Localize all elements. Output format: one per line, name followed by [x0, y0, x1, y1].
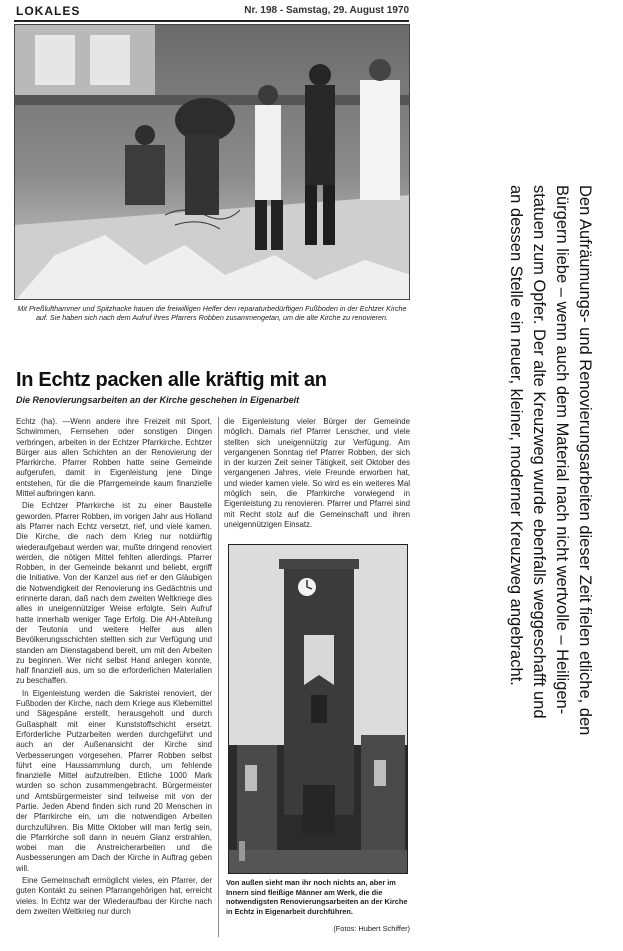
- article-paragraph: In Eigenleistung werden die Sakristei renoviert, der Fußboden der Kirche, nach dem Kriege aus Klebemittel und Sägespäne erstellt, herausgeholt und durch Gußasphalt mit einer Kunststoffschicht ersetzt. Erforderliche Putzarbeiten werden durchgeführt und auch an der Außenansicht der Kirche sind Verbesserungen vorgesehen. Pfarrer Robben selbst führt eine Haussammlung durch, um fehlende finanzielle Mittel aufzutreiben. Etliche 1000 Mark wurden so schon zusammengebracht. Bürgermeister und Amtsbürgermeister sind teilweise mit von der Partie. Jeden Abend finden sich rund 20 Menschen in der Pfarrkirche ein, um die notwendigen Arbeiten durchzuführen. Bis Mitte Oktober will man fertig sein, die Pfarrkirche soll dann in neuem Glanz erstrahlen, wobei man die Anstreicherarbeiten und die Ausbesserungen am Dach der Kirche in Auftrag geben will.: [16, 688, 212, 873]
- article-column-2: die Eigenleistung vieler Bürger der Gemeinde möglich. Damals rief Pfarrer Lenscher, und viele stellten sich uneigennützig zur Verfügung. Am vergangenen Sonntag rief Pfarrer Robben, der sich in der kurzen Zeit seiner Tätigkeit, seit Oktober des vergangenen Jahres, viele Freunde erworben hat, und wieder kamen viele. So wird es ein weiteres Mal möglich sein, die Pfarrkirche vorwiegend in Eigenleistung zu renovieren. Pfarrer und Pfarrei sind mit Recht stolz auf die Gemeinschaft und ihren uneigennützigen Einsatz.: [224, 417, 410, 529]
- margin-note-line: an dessen Stelle ein neuer, kleiner, moderner Kreuzweg angebracht.: [507, 185, 525, 686]
- photo1-caption: Mit Preßlufthammer und Spitzhacke hauen die freiwilligen Helfer den reparaturbedürftigen Fußboden in der Echtzer Kirche auf. Sie haben sich nach dem Aufruf ihres Pfarrers Robben zusammengetan, um die alte Kirche zu renovieren.: [17, 304, 407, 322]
- newspaper-masthead: [14, 4, 409, 22]
- handwritten-margin-note: [504, 185, 596, 930]
- issue-date: Nr. 198 - Samstag, 29. August 1970: [244, 5, 409, 16]
- margin-note-line: statuen zum Opfer. Der alte Kreuzweg wurde ebenfalls weggeschafft und: [530, 185, 548, 719]
- column-divider: [218, 417, 219, 937]
- workers-renovation-photo: [14, 24, 410, 300]
- photo-credit: (Fotos: Hubert Schiffer): [333, 924, 410, 933]
- article-paragraph: Eine Gemeinschaft ermöglicht vieles, ein Pfarrer, der guten Kontakt zu seinen Pfarrangehörigen hat, erreicht vieles. In Echtz war der Wiederaufbau der Kirche nach dem zweiten Weltkrieg nur durch: [16, 876, 212, 916]
- margin-note-line: Bürgern liebe – wenn auch dem Material nach nicht wertvolle – Heiligen-: [553, 185, 571, 715]
- article-subheadline: Die Renovierungsarbeiten an der Kirche geschehen in Eigenarbeit: [16, 395, 300, 405]
- article-headline: In Echtz packen alle kräftig mit an: [16, 369, 327, 391]
- newspaper-clipping: [14, 24, 410, 942]
- workers-photo-illustration: [15, 25, 410, 300]
- church-tower-illustration: [229, 545, 408, 874]
- photo2-caption: Von außen sieht man ihr noch nichts an, aber im Innern sind fleißige Männer am Werk, die die notwendigsten Renovierungsarbeiten an der Kirche in Echtz in Eigenarbeit durchführen.: [226, 878, 408, 916]
- article-paragraph: Echtz (ha). —Wenn andere ihre Freizeit mit Sport, Schwimmen, Fernsehen oder sonstigen Dingen verbringen, arbeiten in der Echtzer Pfarrkirche. Echtzer Bürger aus allen Schichten an der Renovierung der Pfarrkirche. Pfarrer Robben hatte seine Gemeinde aufgerufen, damit in Eigenleistung jene Dinge entstehen, für die die Pfarrgemeinde kaum finanzielle Mittel aufbringen kann.: [16, 417, 212, 499]
- church-tower-photo: [228, 544, 408, 874]
- article-paragraph: Die Echtzer Pfarrkirche ist zu einer Baustelle geworden. Pfarrer Robben, im vorigen Jahr aus Holland als Pfarrer nach Echtz versetzt, rief, und viele kamen. Die Kirche, die nach dem Krieg nur notdürftig wiederaufgebaut werden war, mußte dringend renoviert werden, die nötigen Mittel fehlten allerdings. Pfarrer Robben, in der Gemeinde bekannt und beliebt, ergriff die Initiative. Von der Kanzel aus rief er den Gläubigen die Notwendigkeit der Renovierung ins Gedächtnis und erinnerte daran, daß nach dem zweiten Weltkriege dies alles in uneigennütziger Weise erfolgte. Sein Aufruf hatte innerhalb weniger Tage Erfolg. Die AH-Abteilung der Teutonia und weitere Helfer aus allen Bevölkerungsschichten stellten sich zur Verfügung und standen am Dienstagabend bereit, um mit den Arbeiten zu beginnen. Wer nicht selbst Hand anlegen konnte, half finanziell aus, um so die erforderlichen Materialien zu beschaffen.: [16, 501, 212, 686]
- article-column-1: [16, 417, 212, 937]
- margin-note-line: Den Aufräumungs- und Renovierungsarbeiten dieser Zeit fielen etliche, den: [576, 185, 594, 736]
- section-title: LOKALES: [16, 4, 81, 18]
